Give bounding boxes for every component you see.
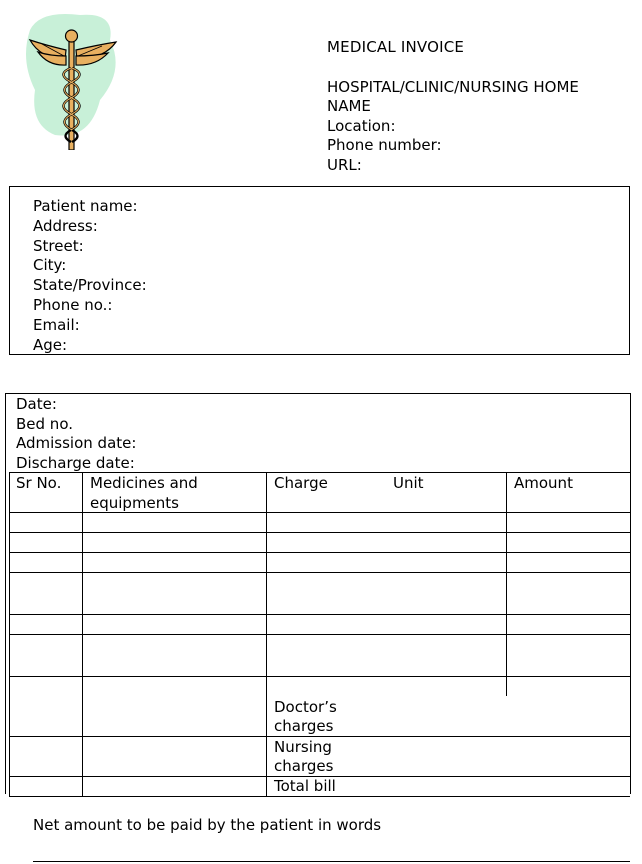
patient-city-field[interactable]: City: xyxy=(33,256,67,275)
table-row-line xyxy=(9,614,631,615)
column-header-amount: Amount xyxy=(514,474,573,492)
table-row-line xyxy=(9,634,631,635)
table-row-line xyxy=(9,572,631,573)
table-left-border xyxy=(9,472,10,796)
table-column-divider xyxy=(506,472,507,696)
patient-phone-field[interactable]: Phone no.: xyxy=(33,295,113,314)
invoice-header xyxy=(327,38,579,175)
patient-details-box xyxy=(9,186,630,355)
table-column-divider xyxy=(82,472,83,796)
column-header-items-line1: Medicines and xyxy=(90,474,198,492)
bed-number-field[interactable]: Bed no. xyxy=(16,414,73,433)
net-amount-words-label: Net amount to be paid by the patient in words xyxy=(33,816,382,834)
column-header-items-line2: equipments xyxy=(90,494,179,512)
discharge-date-field[interactable]: Discharge date: xyxy=(16,453,135,472)
facility-phone: Phone number: xyxy=(327,136,442,154)
patient-age-field[interactable]: Age: xyxy=(33,335,68,354)
caduceus-logo xyxy=(20,10,130,150)
doctor-charges-label-line2: charges xyxy=(274,717,334,735)
facility-name-line2: NAME xyxy=(327,97,371,115)
patient-street-field[interactable]: Street: xyxy=(33,236,84,255)
table-row-line xyxy=(9,532,631,533)
nursing-charges-label-line2: charges xyxy=(274,757,334,775)
patient-state-field[interactable]: State/Province: xyxy=(33,276,147,295)
column-header-charge: Charge xyxy=(274,474,328,492)
table-row-line xyxy=(9,552,631,553)
table-column-divider xyxy=(266,472,267,796)
caduceus-icon xyxy=(20,10,130,150)
column-header-sr-no: Sr No. xyxy=(16,474,62,492)
column-header-unit: Unit xyxy=(393,474,424,492)
admission-date-field[interactable]: Admission date: xyxy=(16,434,137,453)
patient-address-field[interactable]: Address: xyxy=(33,216,98,235)
patient-name-field[interactable]: Patient name: xyxy=(33,197,138,215)
net-amount-words-input-line[interactable] xyxy=(33,861,630,862)
facility-url: URL: xyxy=(327,155,362,174)
total-bill-label: Total bill xyxy=(274,777,336,795)
facility-location: Location: xyxy=(327,116,396,135)
doctor-charges-label-line1: Doctor’s xyxy=(274,698,337,716)
table-row-line xyxy=(9,676,631,677)
invoice-date-field[interactable]: Date: xyxy=(16,395,57,413)
patient-email-field[interactable]: Email: xyxy=(33,315,80,334)
facility-name-line1: HOSPITAL/CLINIC/NURSING HOME xyxy=(327,77,579,96)
invoice-title: MEDICAL INVOICE xyxy=(327,38,465,56)
table-header-top-line xyxy=(9,472,631,473)
nursing-charges-label-line1: Nursing xyxy=(274,738,332,756)
